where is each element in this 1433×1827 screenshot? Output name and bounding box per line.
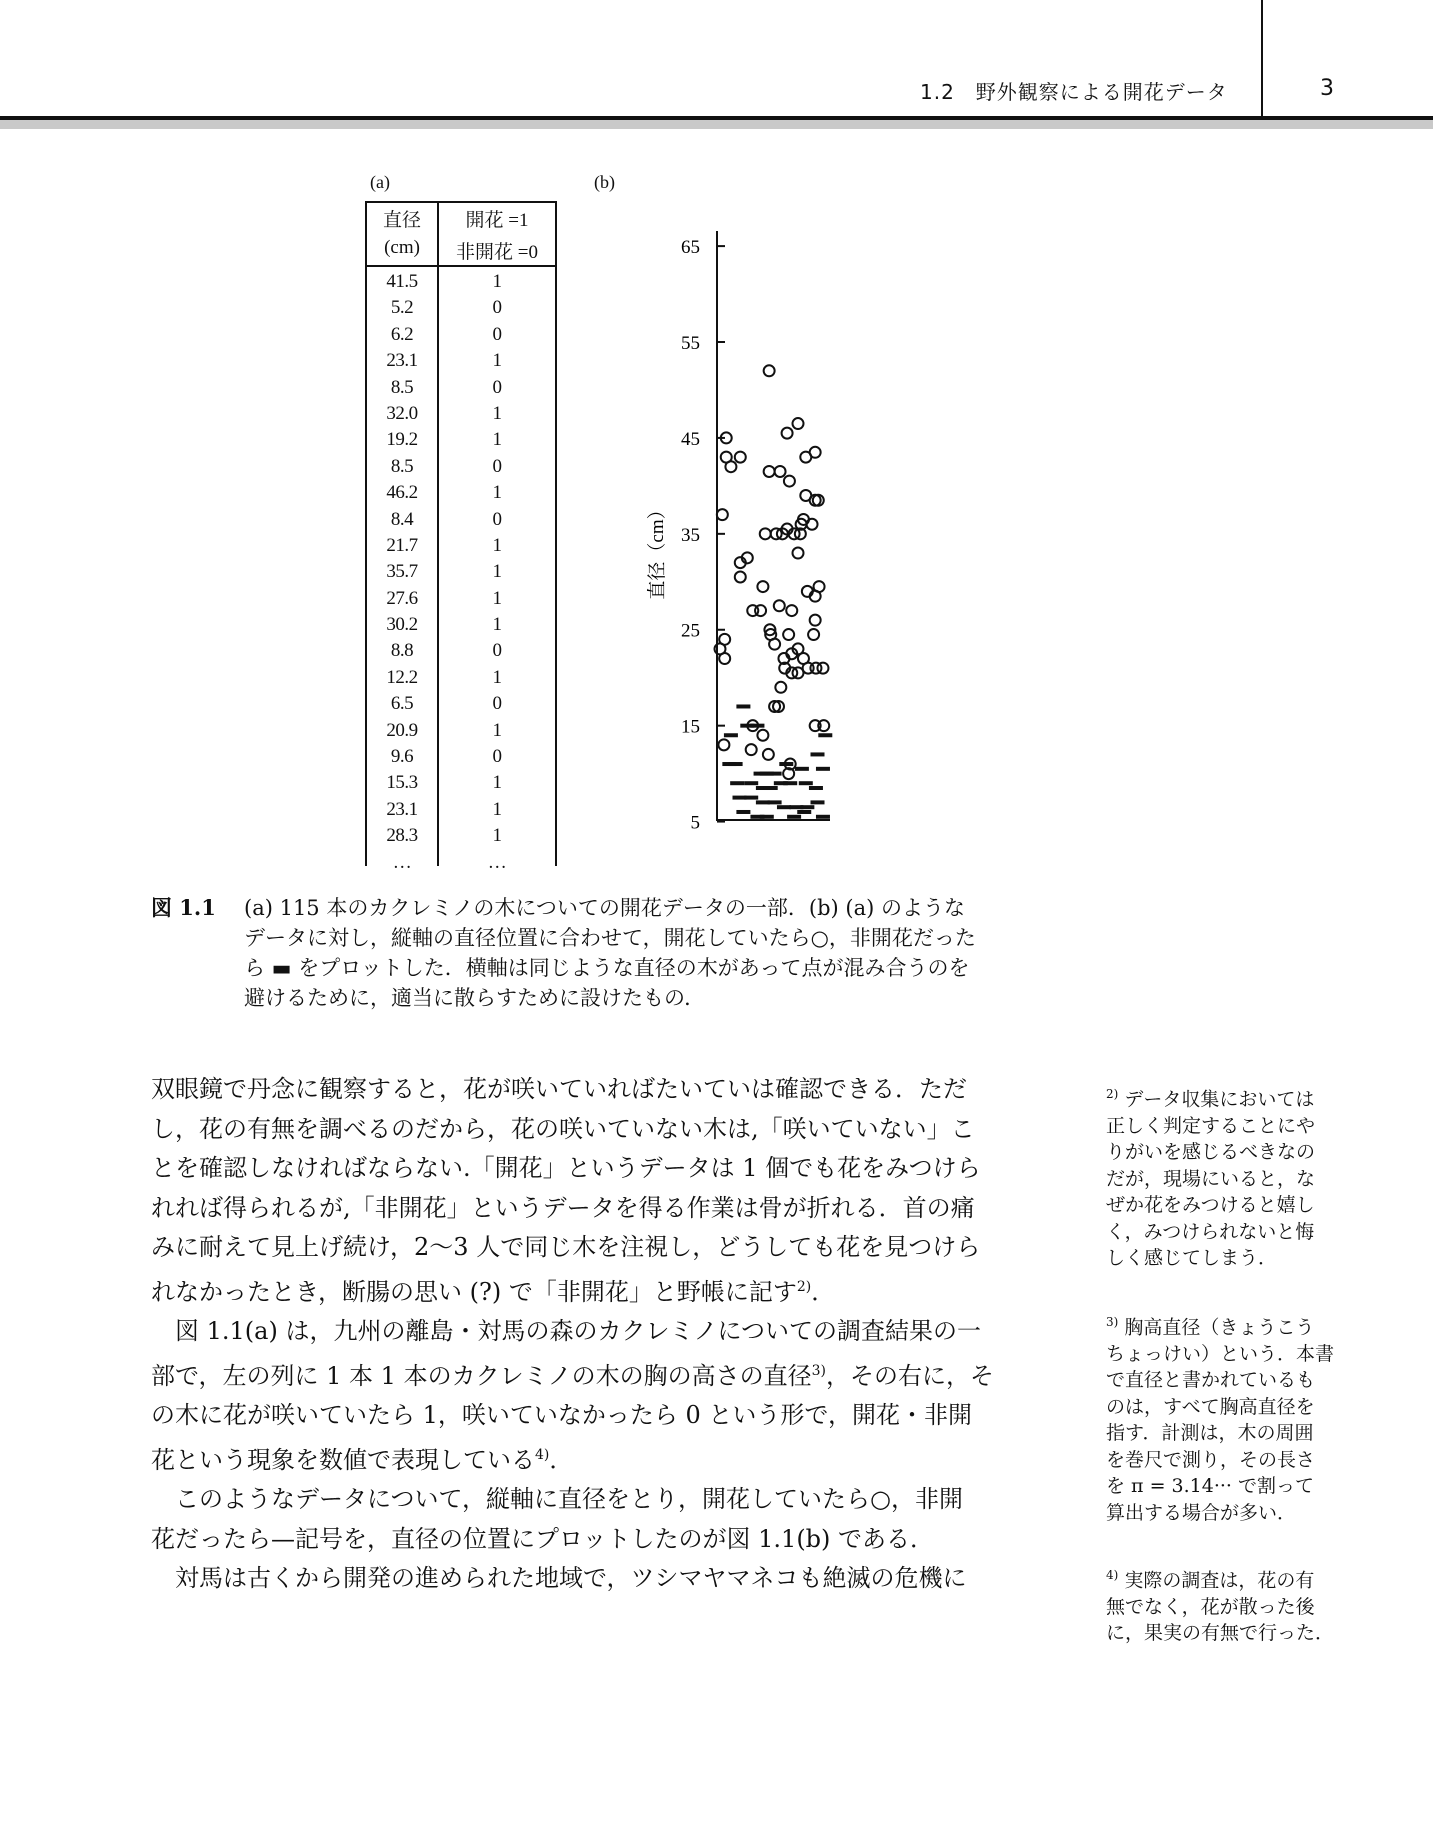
flowering-cell: 1	[492, 402, 502, 424]
flowering-cell: 1	[492, 772, 502, 794]
flowering-cell: 1	[492, 429, 502, 451]
sidenote-line: 正しく判定することにや	[1106, 1114, 1316, 1137]
flowering-cell: 1	[492, 271, 502, 292]
sidenote-mark: 3)	[1106, 1315, 1119, 1329]
body-line: 部で，左の列に 1 本 1 本のカクレミノの木の胸の高さの直径$^{3)}$，その右に，そ	[151, 1361, 994, 1390]
caption-line: ら ▬ をプロットした．横軸は同じような直径の木があって点が混み合うのを	[244, 956, 970, 980]
sidenote-line: で直径と書かれているも	[1106, 1369, 1316, 1392]
non-flowering-point	[736, 810, 750, 814]
sidenote-line: しく感じてしまう．	[1106, 1247, 1278, 1270]
table-header-rule	[365, 265, 557, 267]
diameter-cell: 23.1	[386, 798, 418, 820]
y-tick-label: 55	[681, 333, 700, 355]
sidenote-line: $^{2)}$ データ収集においては	[1106, 1087, 1315, 1111]
sidenote-line: $^{3)}$ 胸高直径（きょうこう	[1106, 1315, 1315, 1339]
flowering-cell: 1	[492, 614, 502, 636]
sidenote-3	[1106, 1309, 1346, 1526]
table-row	[365, 823, 557, 849]
page-number: 3	[1320, 76, 1334, 101]
non-flowering-point	[816, 767, 830, 771]
flowering-point	[793, 418, 804, 429]
diameter-cell: 41.5	[386, 271, 418, 292]
flowering-point	[782, 428, 793, 439]
flowering-point	[793, 548, 804, 559]
non-flowering-point	[797, 810, 811, 814]
diameter-cell: …	[392, 851, 412, 873]
flowering-point	[810, 447, 821, 458]
flowering-cell: 1	[492, 825, 502, 847]
diameter-cell: 12.2	[386, 666, 418, 688]
sidenote-line: 算出する場合が多い．	[1106, 1501, 1297, 1524]
panel-a-label: (a)	[370, 172, 390, 192]
non-flowering-point	[800, 805, 814, 809]
sidenote-mark: 4)	[1106, 1568, 1119, 1582]
panel-b-label: (b)	[594, 172, 615, 192]
non-flowering-point	[777, 805, 791, 809]
sidenote-line: く，みつけられないと悔	[1106, 1220, 1315, 1243]
non-flowering-point	[811, 752, 825, 756]
table-row	[365, 691, 557, 717]
flowering-cell: …	[487, 851, 507, 873]
body-line: 花だったら—記号を，直径の位置にプロットしたのが図 1.1(b) である．	[151, 1524, 935, 1553]
flowering-point	[774, 600, 785, 611]
body-text	[151, 1070, 1056, 1599]
flowering-point	[717, 509, 728, 520]
non-flowering-point	[729, 762, 743, 766]
flowering-cell: 1	[492, 719, 502, 741]
body-line: このようなデータについて，縦軸に直径をとり，開花していたら○，非開	[151, 1485, 963, 1513]
flowering-point	[755, 605, 766, 616]
diameter-cell: 21.7	[386, 534, 418, 556]
diameter-scatter-plot	[620, 225, 860, 835]
table-row	[365, 269, 557, 295]
caption-line: (a) 115 本のカクレミノの木についての開花データの一部．(b) (a) のような	[244, 896, 966, 920]
sidenote-line: ぜか花をみつけると嬉し	[1106, 1194, 1315, 1217]
header-divider	[1261, 0, 1263, 118]
flowering-point	[746, 744, 757, 755]
table-row	[365, 850, 557, 876]
non-flowering-point	[779, 762, 793, 766]
y-tick-label: 15	[681, 716, 700, 738]
y-tick-label: 25	[681, 620, 700, 642]
flowering-point	[783, 629, 794, 640]
table-row	[365, 718, 557, 744]
sidenote-line: ちょっけい）という．本書	[1106, 1342, 1335, 1365]
table-row	[365, 797, 557, 823]
table-row	[365, 427, 557, 453]
non-flowering-point	[816, 815, 830, 819]
sidenote-line: に，果実の有無で行った．	[1106, 1622, 1335, 1645]
non-flowering-point	[795, 767, 809, 771]
non-flowering-point	[724, 733, 738, 737]
table-row	[365, 454, 557, 480]
flowering-cell: 0	[492, 693, 502, 715]
table-row	[365, 348, 557, 374]
y-tick-label: 5	[690, 812, 700, 834]
sidenote-line: を巻尺で測り，その長さ	[1106, 1448, 1316, 1471]
diameter-cell: 30.2	[386, 614, 418, 636]
y-tick-label: 45	[681, 428, 700, 450]
table-row	[365, 533, 557, 559]
non-flowering-point	[811, 800, 825, 804]
diameter-cell: 32.0	[386, 402, 418, 424]
body-line: 花という現象を数値で表現している$^{4)}$．	[151, 1445, 574, 1474]
non-flowering-point	[768, 800, 782, 804]
diameter-cell: 35.7	[386, 561, 418, 583]
flowering-cell: 1	[492, 350, 502, 372]
flowering-point	[718, 739, 729, 750]
sidenote-mark: 2)	[1106, 1087, 1119, 1101]
body-line: とを確認しなければならない.「開花」というデータは 1 個でも花をみつけら	[151, 1154, 981, 1182]
flowering-point	[786, 605, 797, 616]
flowering-cell: 0	[492, 455, 502, 477]
sidenote-line: 指す．計測は，木の周囲	[1106, 1422, 1314, 1445]
non-flowering-point	[787, 815, 801, 819]
flowering-cell: 0	[492, 376, 502, 398]
flowering-point	[803, 663, 814, 674]
non-flowering-point	[768, 772, 782, 776]
flowering-point	[757, 730, 768, 741]
non-flowering-point	[760, 815, 774, 819]
body-line: 対馬は古くから開発の進められた地域で，ツシマヤマネコも絶滅の危機に	[151, 1564, 967, 1592]
diameter-cell: 20.9	[386, 719, 418, 741]
flowering-point	[735, 571, 746, 582]
caption-number: 図 1.1	[151, 895, 216, 920]
non-flowering-point	[818, 733, 832, 737]
table-row	[365, 638, 557, 664]
flowering-cell: 0	[492, 746, 502, 768]
non-flowering-point	[809, 786, 823, 790]
sidenote-line: のは，すべて胸高直径を	[1106, 1395, 1315, 1418]
col2-header-line1: 開花 =1	[465, 210, 529, 231]
body-line: れなかったとき，断腸の思い (?) で「非開花」と野帳に記す$^{2)}$．	[151, 1277, 836, 1306]
non-flowering-point	[783, 781, 797, 785]
flowering-cell: 0	[492, 640, 502, 662]
diameter-cell: 9.6	[390, 746, 414, 768]
flowering-cell: 0	[492, 297, 502, 319]
col1-header-line1: 直径	[382, 210, 421, 231]
header-shade	[0, 120, 1433, 129]
flowering-point	[764, 365, 775, 376]
flowering-cell: 1	[492, 482, 502, 504]
non-flowering-point	[744, 781, 758, 785]
flowering-point	[757, 581, 768, 592]
table-row	[365, 480, 557, 506]
diameter-cell: 6.2	[390, 323, 414, 345]
footnote-mark: 2)	[796, 1278, 812, 1295]
flowering-cell: 1	[492, 587, 502, 609]
caption-line: データに対し，縦軸の直径位置に合わせて，開花していたら○，非開花だった	[244, 926, 976, 950]
flowering-point	[807, 519, 818, 530]
flowering-point	[760, 528, 771, 539]
flowering-point	[719, 653, 730, 664]
body-line: みに耐えて見上げ続け，2～3 人で同じ木を注視し，どうしても花を見つけら	[151, 1233, 981, 1261]
body-line: し，花の有無を調べるのだから，花の咲いていない木は,「咲いていない」こ	[151, 1114, 975, 1143]
diameter-cell: 5.2	[390, 297, 414, 319]
non-flowering-point	[764, 786, 778, 790]
diameter-cell: 19.2	[386, 429, 418, 451]
y-tick-label: 35	[681, 524, 700, 546]
table-row	[365, 322, 557, 348]
diameter-cell: 6.5	[390, 693, 414, 715]
body-line: の木に花が咲いていたら 1，咲いていなかったら 0 という形で，開花・非開	[151, 1401, 972, 1429]
sidenote-line: りがいを感じるべきなの	[1106, 1141, 1316, 1164]
flowering-cell: 0	[492, 323, 502, 345]
diameter-cell: 23.1	[386, 350, 418, 372]
flowering-point	[808, 629, 819, 640]
body-line: 図 1.1(a) は，九州の離島・対馬の森のカクレミノについての調査結果の一	[151, 1317, 981, 1345]
footnote-mark: 4)	[535, 1446, 550, 1463]
flowering-point	[775, 682, 786, 693]
caption-line: 避けるために，適当に散らすために設けたもの．	[244, 986, 706, 1010]
diameter-cell: 8.8	[390, 640, 414, 662]
flowering-point	[764, 466, 775, 477]
col2-header-line2: 非開花 =0	[456, 242, 538, 263]
body-line: れれば得られるが,「非開花」というデータを得る作業は骨が折れる．首の痛	[151, 1193, 975, 1222]
diameter-cell: 8.4	[390, 508, 414, 530]
flowering-cell: 1	[492, 798, 502, 820]
running-header-title: 1.2 野外観察による開花データ	[920, 80, 1228, 104]
diameter-cell: 46.2	[386, 482, 418, 504]
table-row	[365, 559, 557, 585]
body-line: 双眼鏡で丹念に観察すると，花が咲いていればたいていは確認できる．ただ	[151, 1075, 967, 1103]
table-row	[365, 744, 557, 770]
flowering-point	[775, 466, 786, 477]
flowering-cell: 1	[492, 666, 502, 688]
flowering-point	[725, 461, 736, 472]
flowering-point	[735, 452, 746, 463]
caption-text	[244, 893, 1070, 1013]
flowering-point	[763, 749, 774, 760]
table-body	[365, 269, 557, 876]
non-flowering-point	[736, 704, 750, 708]
sidenote-line: を π = 3.14··· で割って	[1106, 1475, 1314, 1498]
table-row	[365, 586, 557, 612]
flowering-point	[769, 639, 780, 650]
flowering-cell: 1	[492, 534, 502, 556]
sidenote-2	[1106, 1081, 1346, 1272]
flowering-cell: 1	[492, 561, 502, 583]
table-row	[365, 375, 557, 401]
non-flowering-point	[730, 781, 744, 785]
table-row	[365, 612, 557, 638]
col1-header-line2: (cm)	[384, 237, 420, 258]
sidenote-4	[1106, 1562, 1346, 1647]
y-tick-label: 65	[681, 237, 700, 259]
flowering-data-table	[365, 201, 557, 873]
diameter-cell: 8.5	[390, 376, 414, 398]
diameter-cell: 15.3	[386, 772, 418, 794]
flowering-point	[784, 476, 795, 487]
table-row	[365, 665, 557, 691]
table-top-rule	[365, 201, 557, 203]
flowering-cell: 0	[492, 508, 502, 530]
table-row	[365, 507, 557, 533]
diameter-cell: 27.6	[386, 587, 418, 609]
sidenote-line: $^{4)}$ 実際の調査は，花の有	[1106, 1568, 1315, 1592]
non-flowering-point	[744, 796, 758, 800]
flowering-point	[817, 663, 828, 674]
non-flowering-point	[750, 724, 764, 728]
sidenote-line: 無でなく，花が散った後	[1106, 1595, 1315, 1618]
table-row	[365, 770, 557, 796]
diameter-cell: 8.5	[390, 455, 414, 477]
table-row	[365, 295, 557, 321]
table-row	[365, 401, 557, 427]
flowering-point	[810, 615, 821, 626]
y-axis-label: 直径（cm）	[647, 500, 668, 600]
non-flowering-point	[799, 781, 813, 785]
diameter-cell: 28.3	[386, 825, 418, 847]
sidenote-line: だが，現場にいると，な	[1106, 1167, 1316, 1190]
footnote-mark: 3)	[811, 1362, 826, 1379]
